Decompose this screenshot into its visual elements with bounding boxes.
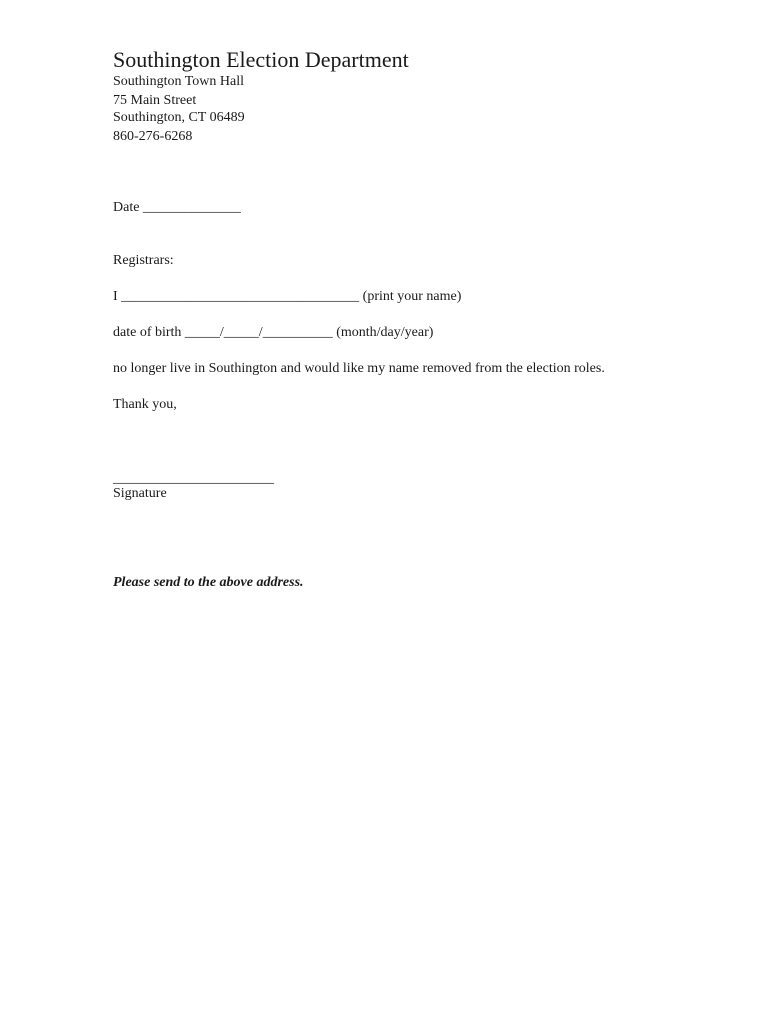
closing-text: Thank you,: [113, 397, 177, 412]
address-line-city: Southington, CT 06489: [113, 110, 245, 125]
signature-label: Signature: [113, 486, 167, 501]
name-field-line: I __________________________________ (print your name): [113, 289, 462, 304]
page-title: Southington Election Department: [113, 47, 409, 72]
address-line-town-hall: Southington Town Hall: [113, 74, 244, 89]
address-line-street: 75 Main Street: [113, 93, 197, 108]
statement-text: no longer live in Southington and would like my name removed from the election roles.: [113, 361, 605, 376]
mailing-instruction: Please send to the above address.: [113, 575, 304, 590]
address-line-phone: 860-276-6268: [113, 129, 193, 144]
salutation: Registrars:: [113, 253, 174, 268]
date-field-line: Date ______________: [113, 200, 241, 215]
signature-rule: _______________________: [113, 471, 274, 486]
dob-field-line: date of birth _____/_____/__________ (month/day/year): [113, 325, 434, 340]
